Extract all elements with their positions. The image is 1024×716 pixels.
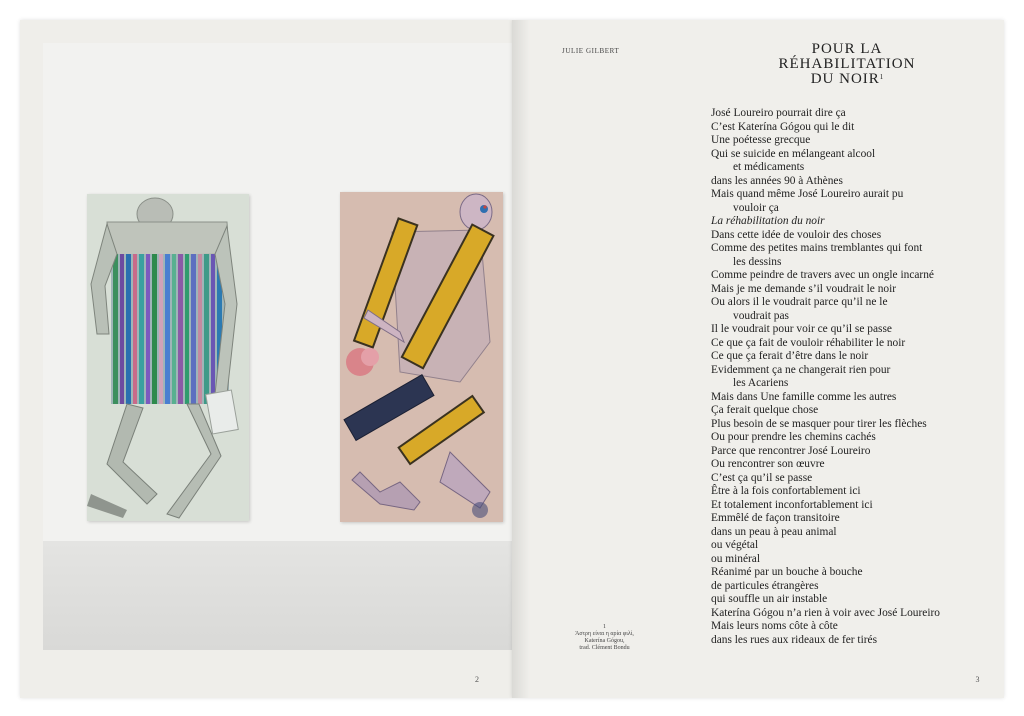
gallery-floor [43, 541, 512, 650]
article-title [730, 42, 964, 87]
poem-line: de particules étrangères [711, 579, 819, 592]
poem-line: les Acariens [733, 377, 789, 389]
poem-line: dans les rues aux rideaux de fer tirés [711, 633, 878, 646]
poem-line: Réanimé par un bouche à bouche [711, 566, 863, 578]
poem-line: Qui se suicide en mélangeant alcool [711, 147, 876, 160]
poem-line: Parce que rencontrer José Loureiro [711, 444, 871, 457]
poem-line: Katerína Gógou n’a rien à voir avec José Loureiro [711, 606, 940, 619]
gutter-shadow-right [512, 20, 530, 698]
poem-line: Mais quand même José Loureiro aurait pu [711, 188, 904, 200]
poem-line: Il le voudrait pour voir ce qu’il se passe [711, 323, 892, 335]
footnote-number: 1 [603, 624, 606, 630]
footnote-line: Άστρη είναι η αρία φιλί, [575, 631, 634, 637]
poem-line: Ou pour prendre les chemins cachés [711, 431, 876, 443]
page-number-right: 3 [975, 675, 980, 684]
poem-line: Mais dans Une famille comme les autres [711, 390, 897, 403]
poem-line: dans les années 90 à Athènes [711, 174, 843, 187]
poem-line: José Loureiro pourrait dire ça [711, 107, 846, 119]
poem-line: Dans cette idée de vouloir des choses [711, 228, 882, 241]
poem-line: Une poétesse grecque [711, 134, 811, 146]
poem-line: C’est Katerína Gógou qui le dit [711, 120, 855, 133]
poem-line: Plus besoin de se masquer pour tirer les flèches [711, 417, 927, 430]
poem-line: Être à la fois confortablement ici [711, 485, 861, 497]
footnote-line: trad. Clément Bondu [579, 645, 630, 651]
poem-line: vouloir ça [733, 201, 779, 214]
poem-line: Et totalement inconfortablement ici [711, 498, 873, 511]
poem-line: ou végétal [711, 539, 759, 551]
title-line-2: RÉHABILITATION [778, 56, 916, 72]
painting-right-figure [340, 192, 503, 522]
poem-line: qui souffle un air instable [711, 593, 828, 605]
poem-line: Ou alors il le voudrait parce qu’il ne le [711, 296, 888, 308]
poem-line: Ou rencontrer son œuvre [711, 458, 825, 470]
footnote-line: Katerína Gógou, [584, 638, 625, 644]
poem-line: Ce que ça ferait d’être dans le noir [711, 350, 869, 362]
exhibition-photo [43, 43, 512, 650]
poem-line: La réhabilitation du noir [711, 215, 825, 227]
left-page [20, 20, 512, 698]
poem-line: Comme des petites mains tremblantes qui font [711, 242, 923, 254]
poem-line: Ce que ça fait de vouloir réhabiliter le noir [711, 336, 906, 349]
poem-line: Mais je me demande s’il voudrait le noir [711, 282, 897, 295]
poem-line: les dessins [733, 255, 782, 268]
poem-line: Evidemment ça ne changerait rien pour [711, 363, 891, 376]
poem-line: Mais leurs noms côte à côte [711, 620, 838, 632]
poem-line: Comme peindre de travers avec un ongle incarné [711, 269, 934, 281]
painting-left-figure [87, 194, 249, 521]
title-footnote-mark: 1 [879, 73, 884, 81]
painting-right [340, 192, 503, 522]
author-name: JULIE GILBERT [562, 47, 620, 55]
poem-line: Emmêlé de façon transitoire [711, 512, 840, 524]
title-line-1: POUR LA [811, 41, 883, 57]
right-page [512, 20, 1004, 698]
poem-line: C’est ça qu’il se passe [711, 471, 813, 484]
footnote [552, 624, 657, 652]
title-line-3 [730, 72, 964, 87]
painting-left [87, 194, 249, 521]
poem-line: ou minéral [711, 552, 761, 565]
poem-body [711, 107, 1001, 647]
poem-line: dans un peau à peau animal [711, 525, 837, 538]
poem-line: et médicaments [733, 161, 805, 173]
title-line-3-text: DU NOIR [810, 71, 880, 87]
poem-line: Ça ferait quelque chose [711, 404, 819, 416]
page-number-left: 2 [475, 675, 480, 684]
poem-line: voudrait pas [733, 309, 789, 322]
